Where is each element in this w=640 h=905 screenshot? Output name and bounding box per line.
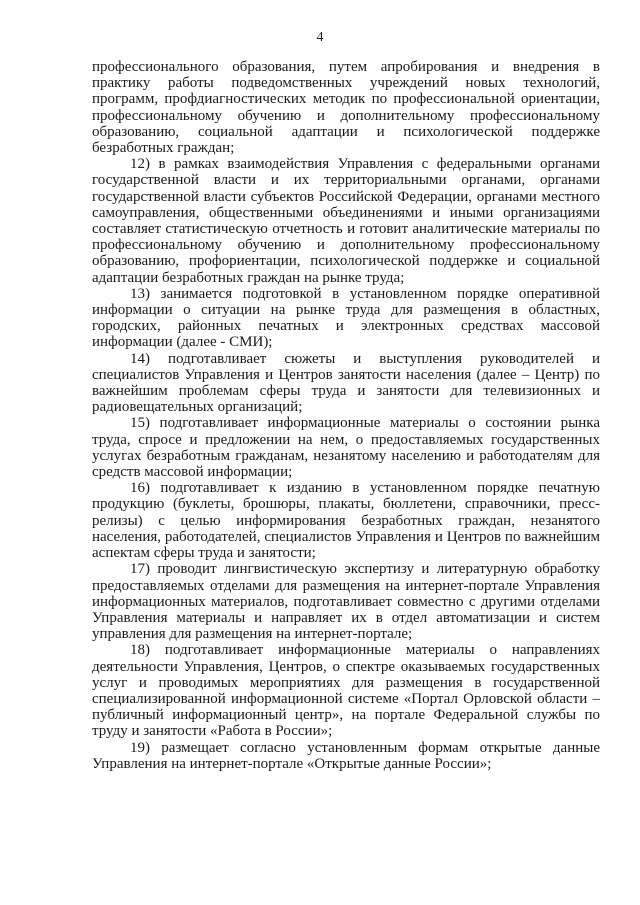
paragraph-item-12: 12) в рамках взаимодействия Управления с федеральными органами государственной власти и их территориальными органами, органами государственной власти субъектов Российской Федерации, органами местного самоуправления, общественными объединениями и иными организациями составляет статистическую отчетность и готовит аналитические материалы по профессиональному обучению и дополнительному профессиональному образованию, профориентации, психологической поддержке и социальной адаптации безработных граждан на рынке труда; xyxy=(92,156,600,286)
document-body xyxy=(92,59,600,772)
paragraph-item-19: 19) размещает согласно установленным формам открытые данные Управления на интернет-портале «Открытые данные России»; xyxy=(92,739,600,772)
paragraph-item-13: 13) занимается подготовкой в установленном порядке оперативной информации о ситуации на рынке труда для размещения в областных, городских, районных печатных и электронных средствах массовой информации (далее - СМИ); xyxy=(92,285,600,351)
page-number: 4 xyxy=(316,30,324,45)
paragraph-item-17: 17) проводит лингвистическую экспертизу и литературную обработку предоставляемых отделами для размещения на интернет-портале Управления информационных материалов, подготавливает совместно с другими отделами Управления материалы и направляет их в отдел автоматизации и систем управления для размещения на интернет-портале; xyxy=(92,561,600,643)
paragraph-item-15: 15) подготавливает информационные материалы о состоянии рынка труда, спросе и предложении на нем, о предоставляемых государственных услугах безработным гражданам, незанятому населению и работодателям для средств массовой информации; xyxy=(92,415,600,481)
paragraph-item-14: 14) подготавливает сюжеты и выступления руководителей и специалистов Управления и Центров занятости населения (далее – Центр) по важнейшим проблемам сферы труда и занятости для телевизионных и радиовещательных организаций; xyxy=(92,350,600,416)
paragraph-item-18: 18) подготавливает информационные материалы о направлениях деятельности Управления, Центров, о спектре оказываемых государственных услуг и проводимых мероприятиях для размещения в государственной специализированной информационной системе «Портал Орловской области – публичный информационный центр», на портале Федеральной службы по труду и занятости «Работа в России»; xyxy=(92,642,600,740)
paragraph-item-16: 16) подготавливает к изданию в установленном порядке печатную продукцию (буклеты, брошюры, плакаты, бюллетени, справочники, пресс-релизы) с целью информирования безработных граждан, незанятого населения, работодателей, специалистов Управления и Центров по важнейшим аспектам сферы труда и занятости; xyxy=(92,480,600,562)
paragraph-continuation: профессионального образования, путем апробирования и внедрения в практику работы подведомственных учреждений новых технологий, программ, профдиагностических методик по профессиональной ориентации, профессиональному обучению и дополнительному профессиональному образованию, социальной адаптации и психологической поддержке безработных граждан; xyxy=(92,59,600,157)
